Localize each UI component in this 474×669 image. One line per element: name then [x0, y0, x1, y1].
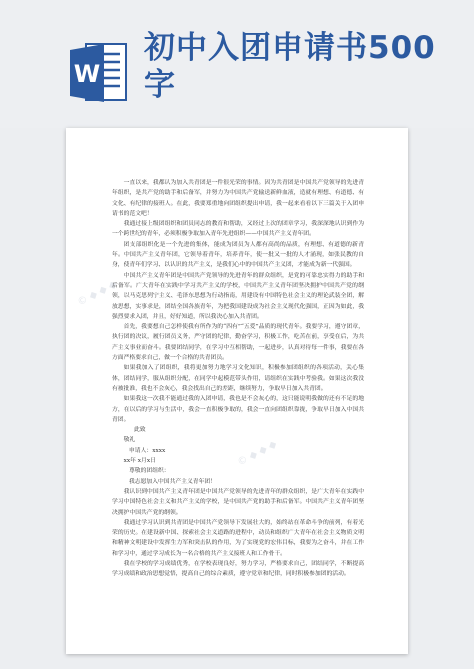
document-page	[66, 128, 408, 654]
paragraph: 我通过学习认识到共青团是中国共产党领导下发展壮大的，始终站在革命斗争的前列，有着光荣的历史。在建设新中国、探索社会主义道路的进程中，动员和组织广大青年在社会主义物质文明和精神文明建设中发挥生力军和突击队的作用，为了实现党的宏伟目标，我要为之奋斗，并在工作和学习中，通过学习成长为一名合格的共产主义接班人和工作骨干。	[112, 519, 364, 557]
closing-line: 敬礼	[123, 437, 136, 444]
applicant-line: 申请人：xxxx	[129, 447, 166, 454]
paragraph: 一直以来，我都认为加入共青团是一件很光荣的事情。因为共青团是中国共产党领导的先进青年组织，是共产党的助手和后备军，并努力为中国共产党输送新鲜血液，造就有理想、有道德、有文化、有纪律的接班人。在此，我要郑重地向团组织提出申请，我一起来看看以下三篇关于入团申请书的范文吧！	[112, 180, 364, 217]
svg-text:W: W	[73, 60, 101, 88]
paragraph: 中国共产主义青年团是中国共产党领导的先进青年的群众组织，是党的可靠忠实得力的助手和后备军。广大青年在实践中学习共产主义的学校，中国共产主义青年团坚决拥护中国共产党的纲领，以马克思列宁主义、毛泽东思想为行动指南，用建设有中国特色社会主义的理论武装全团，解放思想，实事求是，团结全国各族青年，为把我国建设成为社会主义现代化强国，正因为如此，我强烈要求入团，并且，好好知道，所以我决心加入共青团。	[112, 272, 364, 320]
header	[0, 0, 474, 128]
paragraph: 我认识到中国共产主义青年团是中国共产党领导的先进青年的群众组织，是广大青年在实践中学习中国特色社会主义和共产主义的学校，是中国共产党的助手和后备军。中国共产主义青年团坚决拥护中国共产党的纲领。	[112, 488, 364, 516]
paragraph: 我通过接上级团组织和团员同志的教育和帮助，又经过上次的团章学习，我深深地认识到作为一个跨世纪的青年，必须积极争取加入青年先进组织——中国共产主义青年团。	[112, 221, 364, 238]
paragraph: 如果我这一次我不能通过我的入团申请，我也是不会灰心的，这只能说明我做的还有不足的地方，在以后的学习与生活中，我会一直积极争取的，我会一直向团组织靠拢，争取早日加入中国共青团。	[112, 396, 364, 423]
closing-line: 此致	[134, 427, 146, 434]
paragraph: 团支部组织化是一个先进的集体，能成为团员为人都有高尚的品质，有理想、有道德的新青年。中国共产主义青年团，它领导着青年，培养青年，使一批又一批的人才涌现，如张民教的自身，使青年们学习、以认识的共产主义，是我们心中的中国共产主义团，才能成为新一代强国。	[112, 241, 364, 269]
page-title: 初中入团申请书500字	[144, 30, 436, 103]
paragraph: 首先，我要想自己怎样使我有所作为的“四有”“五爱”品质的现代青年。我要学习，遵守团章，执行团的决议，履行团员义务，严守团的纪律，勤奋学习，积极工作，吃苦在前，享受在后，为共产主义事业而奋斗。我要团结同学，在学习中互相帮助，一起进步，认真对待每一件事，我要在各方面严格要求自己，做一个合格的共青团员。	[112, 324, 364, 362]
subject-line: 我志愿加入中国共产主义青年团！	[129, 478, 216, 485]
paragraph: 我在学校的学习成绩优秀，在学校表现良好，努力学习，严格要求自己，团结同学，不断提高学习成绩和政治思想觉悟，提高自己的综合素质，遵守党章和纪律，同时积极参加团的活动。	[112, 560, 364, 578]
word-document-icon	[70, 40, 130, 106]
watermark: © ◆ ◆ ◆	[235, 438, 279, 469]
paragraph: 如果我加入了团组织，我将更加努力地学习文化知识，积极参加团组织的各项活动，关心集体，团结同学，服从组织分配，在同学中起模范带头作用，请组织在实践中考验我。如果这次我没有被批准，我也不会灰心，我会找出自己的差距，继续努力，争取早日加入共青团。	[112, 365, 364, 392]
watermark: © ◆ ◆ ◆	[75, 278, 119, 309]
date-line: xx年 x月x日	[123, 458, 156, 465]
salutation-line: 尊敬的团组织：	[129, 468, 170, 475]
document-body	[112, 178, 364, 580]
